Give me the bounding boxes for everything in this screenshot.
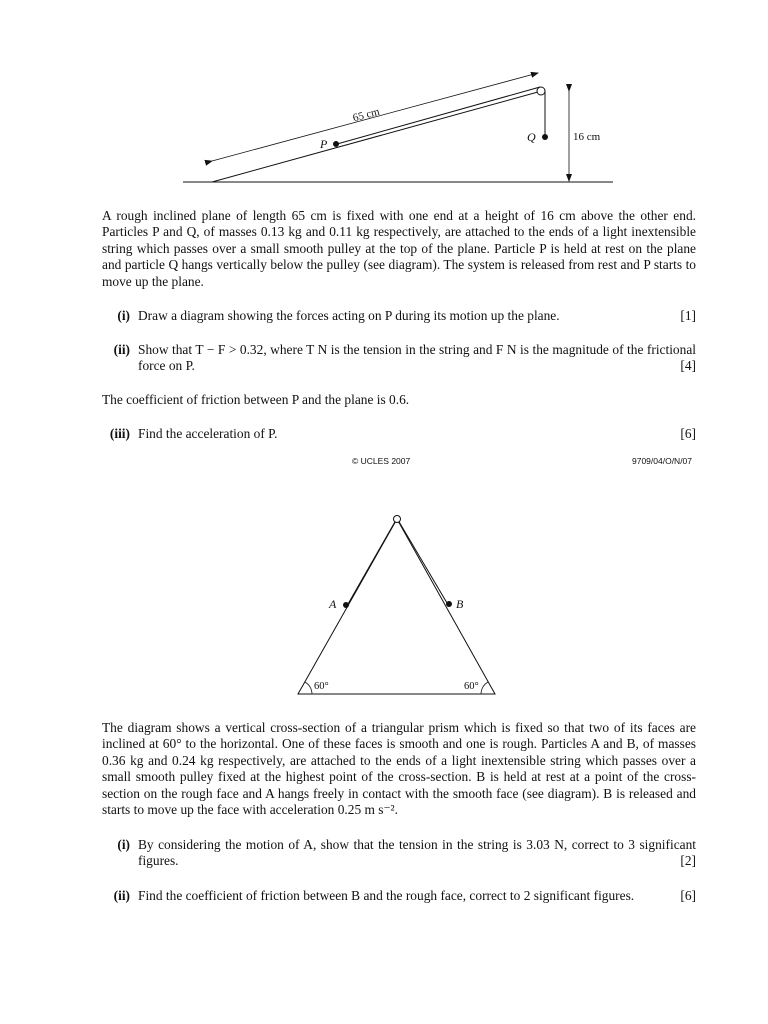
angle-right-label: 60° bbox=[464, 681, 479, 692]
copyright-footer: © UCLES 2007 bbox=[352, 456, 411, 466]
q1-part-i bbox=[96, 308, 696, 324]
triangular-prism-diagram bbox=[0, 500, 768, 710]
q1-part-i-marks: [1] bbox=[680, 308, 696, 323]
particle-q-label: Q bbox=[527, 130, 536, 144]
q1-part-iii-marks: [6] bbox=[680, 426, 696, 441]
length-label: 65 cm bbox=[351, 105, 381, 125]
q1-part-iii-text: Find the acceleration of P. bbox=[138, 426, 278, 441]
particle-p-label: P bbox=[320, 137, 328, 151]
inclined-plane-diagram bbox=[0, 0, 768, 200]
particle-b-label: B bbox=[456, 597, 464, 611]
q1-part-ii-marks: [4] bbox=[680, 358, 696, 374]
particle-p bbox=[333, 141, 339, 147]
particle-a-label: A bbox=[329, 597, 337, 611]
pulley bbox=[537, 87, 545, 95]
q2-part-i-text: By considering the motion of A, show that the tension in the string is 3.03 N, correct to 3 significant figures. bbox=[138, 837, 696, 869]
q1-part-iii-number: (iii) bbox=[109, 426, 130, 441]
q1-part-i-text: Draw a diagram showing the forces acting on P during its motion up the plane. bbox=[138, 308, 560, 323]
q2-intro: The diagram shows a vertical cross-section of a triangular prism which is fixed so that two of its faces are inclined at 60° to the horizontal. One of these faces is smooth and one is rough. Particles A and B, of masses 0.36 kg and 0.24 kg respectively, are attached to the ends of a light inextensible string which passes over a small smooth pulley fixed at the highest point of the cross-section. B is held at rest at a point of the cross-section on the rough face and A hangs freely in contact with the smooth face (see diagram). B is released and starts to move up the face with acceleration 0.25 m s⁻². bbox=[102, 720, 696, 818]
particle-b bbox=[446, 601, 452, 607]
q1-friction-note: The coefficient of friction between P and the plane is 0.6. bbox=[102, 392, 410, 407]
q1-part-ii-text: Show that T − F > 0.32, where T N is the tension in the string and F N is the magnitude of the frictional force on P. bbox=[138, 342, 696, 374]
q1-part-ii-number: (ii) bbox=[113, 342, 130, 357]
incline-plane bbox=[212, 92, 538, 182]
q2-part-i-number: (i) bbox=[117, 837, 130, 852]
q2-part-ii-number: (ii) bbox=[113, 888, 130, 903]
particle-a bbox=[343, 602, 349, 608]
q1-part-i-number: (i) bbox=[117, 308, 130, 323]
q1-intro: A rough inclined plane of length 65 cm is fixed with one end at a height of 16 cm above the other end. Particles P and Q, of masses 0.13 kg and 0.11 kg respectively, are attached to the ends of a light inextensible string which passes over a small smooth pulley at the top of the plane. Particle P is held at rest on the plane and particle Q hangs vertically below the pulley (see diagram). The system is released from rest and P starts to move up the plane. bbox=[102, 208, 696, 289]
paper-code-footer: 9709/04/O/N/07 bbox=[632, 456, 693, 466]
q2-part-ii-text: Find the coefficient of friction between B and the rough face, correct to 2 significant figures. bbox=[138, 888, 635, 903]
q2-part-i-marks: [2] bbox=[680, 853, 696, 869]
particle-q bbox=[542, 134, 548, 140]
angle-left-label: 60° bbox=[314, 681, 329, 692]
string-right-face bbox=[398, 520, 447, 603]
q1-part-iii bbox=[96, 426, 696, 442]
q2-part-ii-marks: [6] bbox=[680, 888, 696, 903]
pulley-top bbox=[394, 516, 401, 523]
string-left-face bbox=[348, 520, 396, 604]
angle-arc-right bbox=[481, 682, 488, 694]
prism-cross-section bbox=[298, 519, 495, 694]
q1-part-ii bbox=[96, 342, 696, 375]
q2-part-i bbox=[96, 837, 696, 870]
q2-part-ii bbox=[96, 888, 696, 904]
angle-arc-left bbox=[305, 682, 312, 694]
height-label: 16 cm bbox=[573, 131, 601, 143]
